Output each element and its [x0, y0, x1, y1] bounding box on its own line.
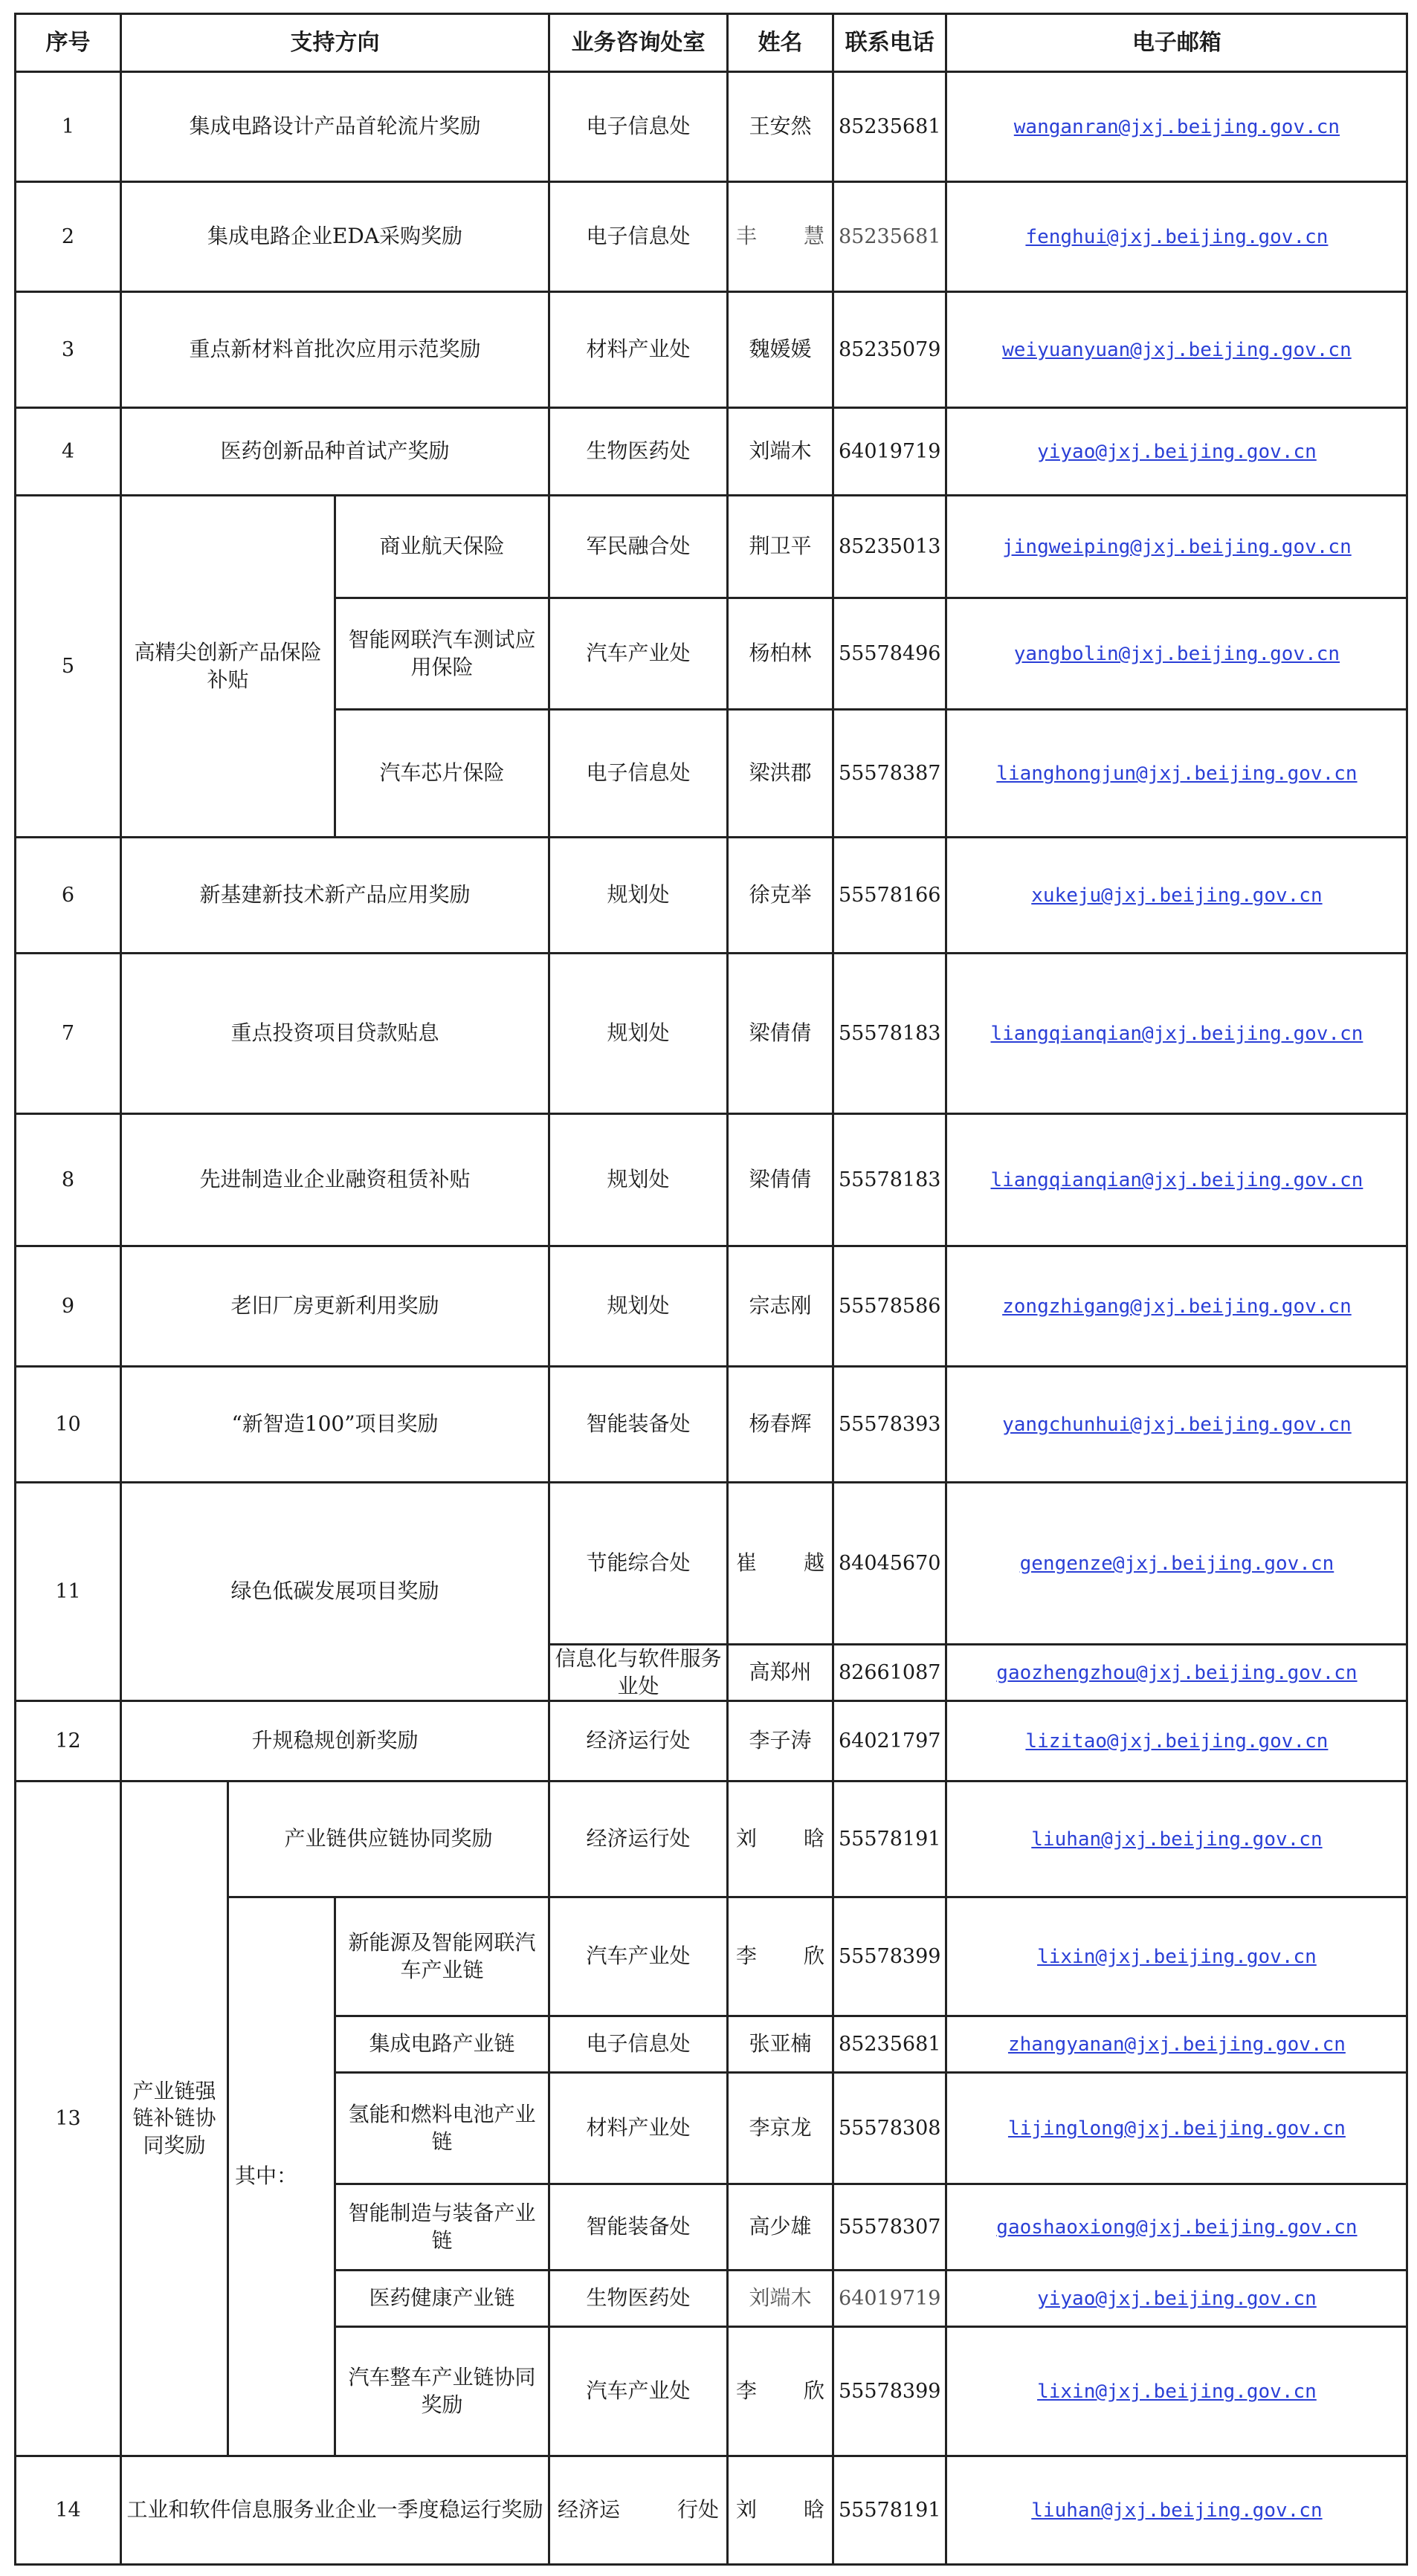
phone: 64019719	[833, 408, 946, 496]
support-direction: 重点投资项目贷款贴息	[121, 954, 549, 1114]
email-link[interactable]: lixin@jxj.beijing.gov.cn	[1037, 1946, 1317, 1969]
table-row	[16, 182, 1407, 292]
contact-name: 荆卫平	[728, 496, 833, 598]
table-row	[16, 1781, 1407, 1897]
phone: 55578399	[833, 2327, 946, 2456]
contact-name: 徐克举	[728, 838, 833, 954]
contact-name: 刘 晗	[728, 2456, 833, 2565]
email-link[interactable]: lijinglong@jxj.beijing.gov.cn	[1007, 2117, 1346, 2140]
contact-name: 宗志刚	[728, 1246, 833, 1367]
row-no: 11	[16, 1483, 121, 1701]
phone: 84045670	[833, 1483, 946, 1645]
row-no: 13	[16, 1781, 121, 2456]
support-direction: 升规稳规创新奖励	[121, 1701, 549, 1781]
table-row	[16, 496, 1407, 598]
phone: 55578393	[833, 1367, 946, 1483]
phone: 55578307	[833, 2184, 946, 2271]
contact-name: 李 欣	[728, 2327, 833, 2456]
office: 材料产业处	[549, 292, 728, 408]
office: 电子信息处	[549, 72, 728, 182]
email-link[interactable]: liangqianqian@jxj.beijing.gov.cn	[990, 1023, 1363, 1046]
office: 规划处	[549, 1114, 728, 1246]
table-row	[16, 1367, 1407, 1483]
sub-direction: 产业链供应链协同奖励	[228, 1781, 549, 1897]
header-office: 业务咨询处室	[549, 14, 728, 72]
phone: 55578183	[833, 1114, 946, 1246]
contact-name: 魏媛媛	[728, 292, 833, 408]
email-link[interactable]: zhangyanan@jxj.beijing.gov.cn	[1007, 2033, 1346, 2056]
support-direction: 老旧厂房更新利用奖励	[121, 1246, 549, 1367]
table-row	[16, 1701, 1407, 1781]
table-row	[16, 292, 1407, 408]
row-no: 5	[16, 496, 121, 838]
office: 军民融合处	[549, 496, 728, 598]
header-name: 姓名	[728, 14, 833, 72]
phone: 55578399	[833, 1897, 946, 2016]
support-direction: 工业和软件信息服务业企业一季度稳运行奖励	[121, 2456, 549, 2565]
contact-name: 高少雄	[728, 2184, 833, 2271]
email-link[interactable]: lianghongjun@jxj.beijing.gov.cn	[996, 763, 1358, 786]
row-no: 3	[16, 292, 121, 408]
phone: 85235681	[833, 72, 946, 182]
email-link[interactable]: yangbolin@jxj.beijing.gov.cn	[1013, 643, 1340, 666]
phone: 55578586	[833, 1246, 946, 1367]
row-no: 9	[16, 1246, 121, 1367]
sub-direction: 智能网联汽车测试应用保险	[335, 598, 549, 710]
header-row	[16, 14, 1407, 72]
contact-name: 崔 越	[728, 1483, 833, 1645]
office: 节能综合处	[549, 1483, 728, 1645]
header-direction: 支持方向	[121, 14, 549, 72]
email-link[interactable]: yangchunhui@jxj.beijing.gov.cn	[1002, 1414, 1352, 1437]
email-link[interactable]: yiyao@jxj.beijing.gov.cn	[1037, 441, 1317, 464]
support-direction: 绿色低碳发展项目奖励	[121, 1483, 549, 1701]
email-link[interactable]: gengenze@jxj.beijing.gov.cn	[1019, 1553, 1334, 1576]
phone: 55578191	[833, 2456, 946, 2565]
table-row	[16, 954, 1407, 1114]
header-no: 序号	[16, 14, 121, 72]
office: 电子信息处	[549, 710, 728, 838]
office: 信息化与软件服务业处	[549, 1645, 728, 1701]
row-no: 2	[16, 182, 121, 292]
phone: 85235681	[833, 2016, 946, 2073]
contact-name: 高郑州	[728, 1645, 833, 1701]
contact-name: 梁倩倩	[728, 1114, 833, 1246]
email-link[interactable]: wanganran@jxj.beijing.gov.cn	[1013, 116, 1340, 139]
contact-name: 李 欣	[728, 1897, 833, 2016]
row-no: 12	[16, 1701, 121, 1781]
sub-direction: 汽车芯片保险	[335, 710, 549, 838]
chain-name: 医药健康产业链	[335, 2271, 549, 2327]
email-link[interactable]: jingweiping@jxj.beijing.gov.cn	[1002, 536, 1352, 559]
contact-name: 杨春辉	[728, 1367, 833, 1483]
support-direction: 新基建新技术新产品应用奖励	[121, 838, 549, 954]
support-direction: 集成电路企业EDA采购奖励	[121, 182, 549, 292]
office: 经济运行处	[549, 1701, 728, 1781]
contact-name: 刘 晗	[728, 1781, 833, 1897]
phone: 82661087	[833, 1645, 946, 1701]
chain-name: 氢能和燃料电池产业链	[335, 2073, 549, 2184]
phone: 64021797	[833, 1701, 946, 1781]
chain-name: 汽车整车产业链协同奖励	[335, 2327, 549, 2456]
office: 材料产业处	[549, 2073, 728, 2184]
row-no: 4	[16, 408, 121, 496]
support-direction: 集成电路设计产品首轮流片奖励	[121, 72, 549, 182]
email-link[interactable]: liuhan@jxj.beijing.gov.cn	[1031, 1828, 1323, 1851]
chain-name: 集成电路产业链	[335, 2016, 549, 2073]
email-link[interactable]: lizitao@jxj.beijing.gov.cn	[1025, 1730, 1329, 1753]
office: 规划处	[549, 838, 728, 954]
contact-name: 丰 慧	[728, 182, 833, 292]
contact-name: 梁倩倩	[728, 954, 833, 1114]
phone: 55578308	[833, 2073, 946, 2184]
phone: 55578166	[833, 838, 946, 954]
phone: 55578183	[833, 954, 946, 1114]
row-no: 10	[16, 1367, 121, 1483]
phone: 55578387	[833, 710, 946, 838]
contact-name: 梁洪郡	[728, 710, 833, 838]
table-row	[16, 1483, 1407, 1645]
contact-name: 李子涛	[728, 1701, 833, 1781]
email-link[interactable]: gaoshaoxiong@jxj.beijing.gov.cn	[996, 2216, 1358, 2239]
row-no: 8	[16, 1114, 121, 1246]
row-no: 6	[16, 838, 121, 954]
table-row	[16, 408, 1407, 496]
email-link[interactable]: yiyao@jxj.beijing.gov.cn	[1037, 2288, 1317, 2311]
table-row	[16, 72, 1407, 182]
contact-name: 刘端木	[728, 2271, 833, 2327]
support-direction: 重点新材料首批次应用示范奖励	[121, 292, 549, 408]
email-link[interactable]: zongzhigang@jxj.beijing.gov.cn	[1002, 1295, 1352, 1318]
table-row	[16, 2456, 1407, 2565]
contact-name: 王安然	[728, 72, 833, 182]
contact-name: 杨柏林	[728, 598, 833, 710]
chain-name: 新能源及智能网联汽车产业链	[335, 1897, 549, 2016]
email-link[interactable]: liangqianqian@jxj.beijing.gov.cn	[990, 1169, 1363, 1192]
email-link[interactable]: lixin@jxj.beijing.gov.cn	[1037, 2381, 1317, 2404]
row-no: 1	[16, 72, 121, 182]
contact-name: 张亚楠	[728, 2016, 833, 2073]
sub-direction: 商业航天保险	[335, 496, 549, 598]
among-label: 其中：	[228, 1897, 335, 2456]
office: 经济运 行处	[549, 2456, 728, 2565]
table-row	[16, 1246, 1407, 1367]
email-link[interactable]: weiyuanyuan@jxj.beijing.gov.cn	[1002, 339, 1352, 362]
email-link[interactable]: xukeju@jxj.beijing.gov.cn	[1031, 884, 1323, 907]
email-link[interactable]: fenghui@jxj.beijing.gov.cn	[1025, 226, 1329, 249]
office: 电子信息处	[549, 182, 728, 292]
support-direction: 先进制造业企业融资租赁补贴	[121, 1114, 549, 1246]
contact-table	[14, 13, 1408, 2566]
phone: 85235013	[833, 496, 946, 598]
email-link[interactable]: gaozhengzhou@jxj.beijing.gov.cn	[996, 1662, 1358, 1685]
office: 汽车产业处	[549, 598, 728, 710]
phone: 55578191	[833, 1781, 946, 1897]
support-direction: “新智造100”项目奖励	[121, 1367, 549, 1483]
phone: 64019719	[833, 2271, 946, 2327]
email-link[interactable]: liuhan@jxj.beijing.gov.cn	[1031, 2499, 1323, 2522]
header-phone: 联系电话	[833, 14, 946, 72]
table-row	[16, 1114, 1407, 1246]
office: 电子信息处	[549, 2016, 728, 2073]
office: 规划处	[549, 1246, 728, 1367]
support-group: 产业链强链补链协同奖励	[121, 1781, 228, 2456]
table-row	[16, 838, 1407, 954]
phone: 85235681	[833, 182, 946, 292]
phone: 55578496	[833, 598, 946, 710]
row-no: 14	[16, 2456, 121, 2565]
office: 生物医药处	[549, 408, 728, 496]
office: 经济运行处	[549, 1781, 728, 1897]
office: 规划处	[549, 954, 728, 1114]
row-no: 7	[16, 954, 121, 1114]
office: 汽车产业处	[549, 2327, 728, 2456]
office: 智能装备处	[549, 1367, 728, 1483]
support-direction: 医药创新品种首试产奖励	[121, 408, 549, 496]
support-group: 高精尖创新产品保险补贴	[121, 496, 335, 838]
contact-name: 刘端木	[728, 408, 833, 496]
contact-name: 李京龙	[728, 2073, 833, 2184]
office: 汽车产业处	[549, 1897, 728, 2016]
chain-name: 智能制造与装备产业链	[335, 2184, 549, 2271]
phone: 85235079	[833, 292, 946, 408]
office: 生物医药处	[549, 2271, 728, 2327]
office: 智能装备处	[549, 2184, 728, 2271]
header-email: 电子邮箱	[946, 14, 1407, 72]
